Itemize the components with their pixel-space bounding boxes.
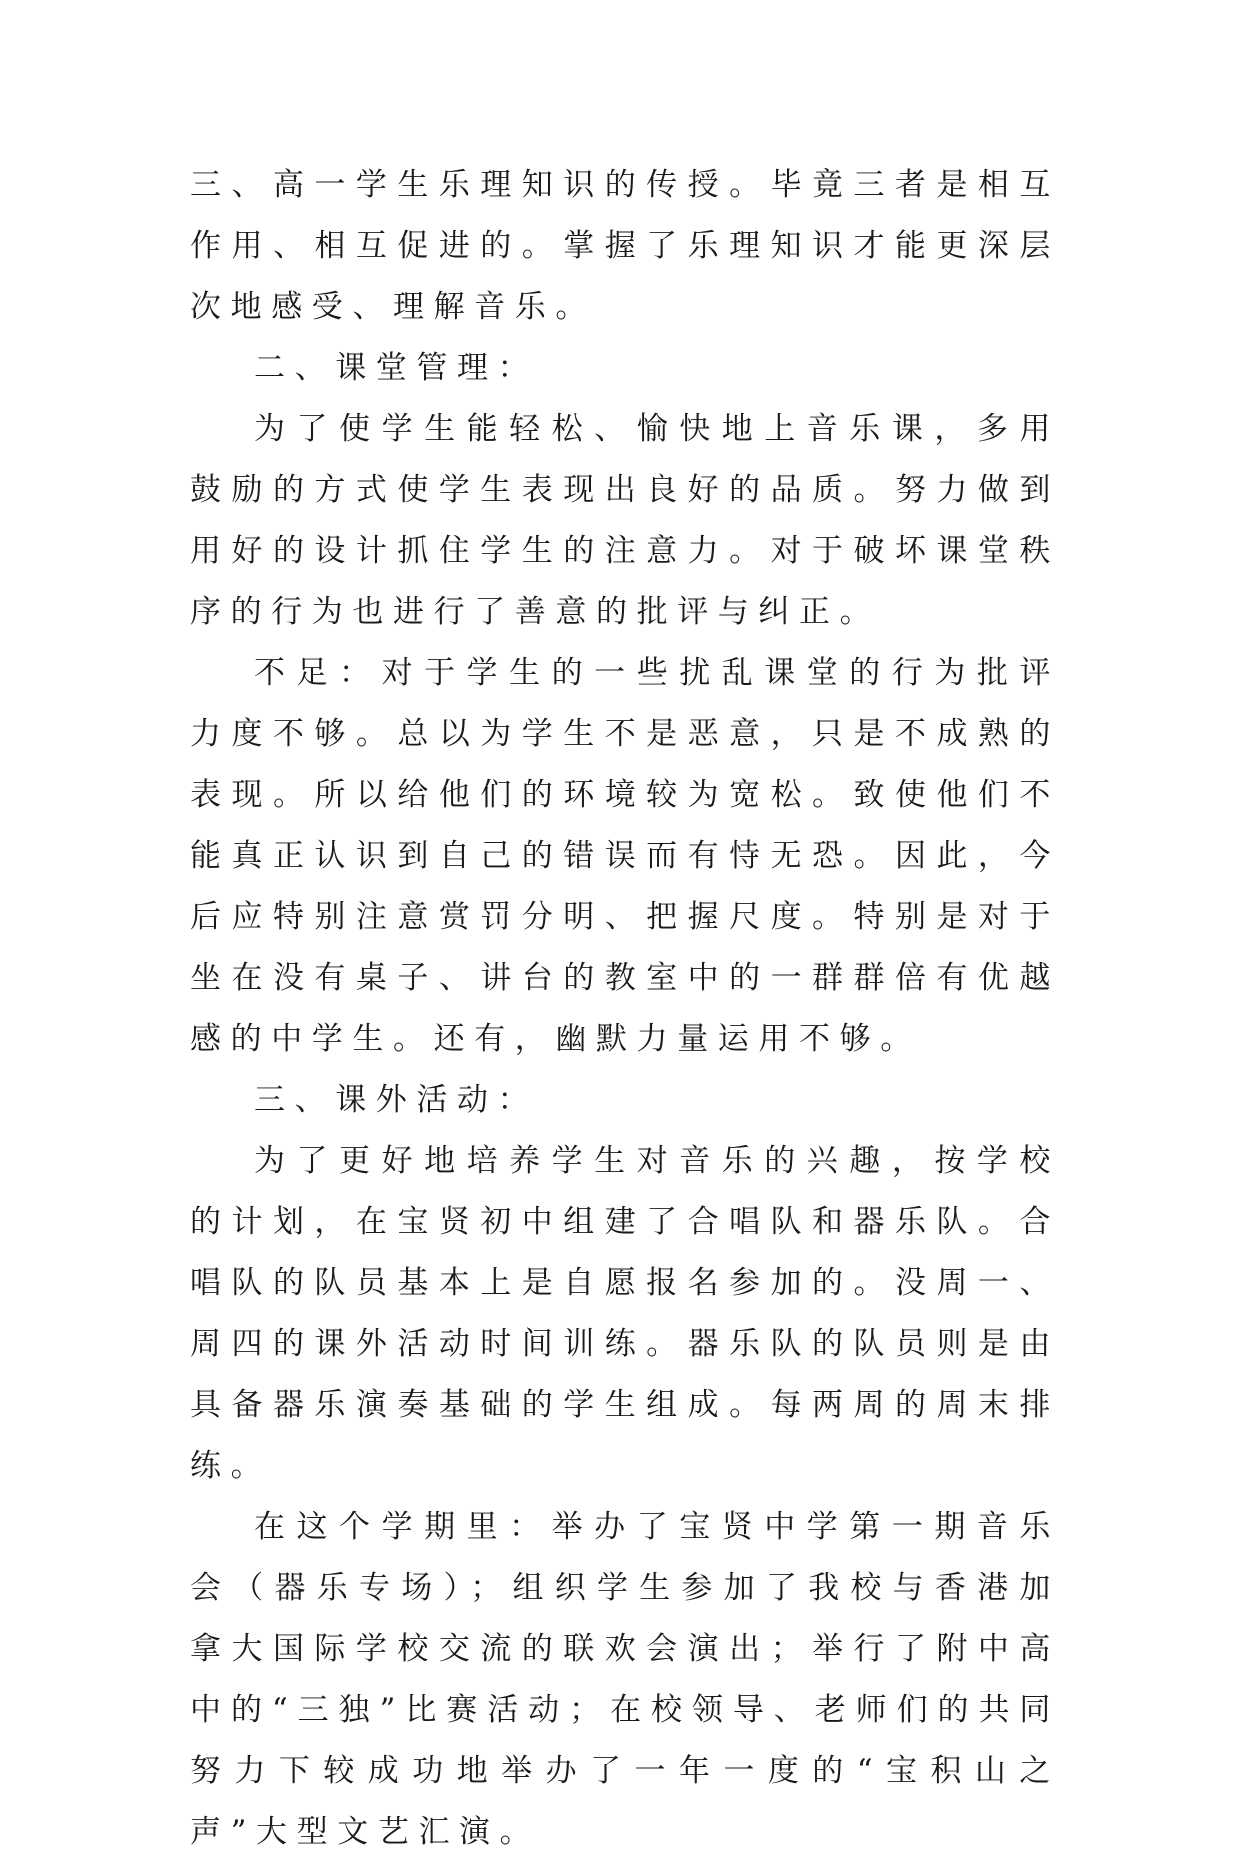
document-body: [190, 155, 1060, 1863]
paragraph-classroom-methods: 为了使学生能轻松、愉快地上音乐课，多用鼓励的方式使学生表现出良好的品质。努力做到用好的设计抓住学生的注意力。对于破坏课堂秩序的行为也进行了善意的批评与纠正。: [190, 411, 1060, 630]
paragraph-music-theory: 三、高一学生乐理知识的传授。毕竟三者是相互作用、相互促进的。掌握了乐理知识才能更深层次地感受、理解音乐。: [190, 167, 1060, 325]
heading-classroom-management: 二、课堂管理：: [254, 350, 539, 386]
paragraph-semester-events: 在这个学期里：举办了宝贤中学第一期音乐会（器乐专场）；组织学生参加了我校与香港加拿大国际学校交流的联欢会演出；举行了附中高中的“三独”比赛活动；在校领导、老师们的共同努力下较成功地举办了一年一度的“宝积山之声”大型文艺汇演。: [190, 1509, 1060, 1850]
paragraph-choir-band: 为了更好地培养学生对音乐的兴趣，按学校的计划，在宝贤初中组建了合唱队和器乐队。合唱队的队员基本上是自愿报名参加的。没周一、周四的课外活动时间训练。器乐队的队员则是由具备器乐演奏基础的学生组成。每两周的周末排练。: [190, 1143, 1060, 1484]
paragraph-shortcomings: 不足：对于学生的一些扰乱课堂的行为批评力度不够。总以为学生不是恶意，只是不成熟的表现。所以给他们的环境较为宽松。致使他们不能真正认识到自己的错误而有恃无恐。因此，今后应特别注意赏罚分明、把握尺度。特别是对于坐在没有桌子、讲台的教室中的一群群倍有优越感的中学生。还有，幽默力量运用不够。: [190, 655, 1060, 1057]
heading-extracurricular: 三、课外活动：: [254, 1082, 539, 1118]
